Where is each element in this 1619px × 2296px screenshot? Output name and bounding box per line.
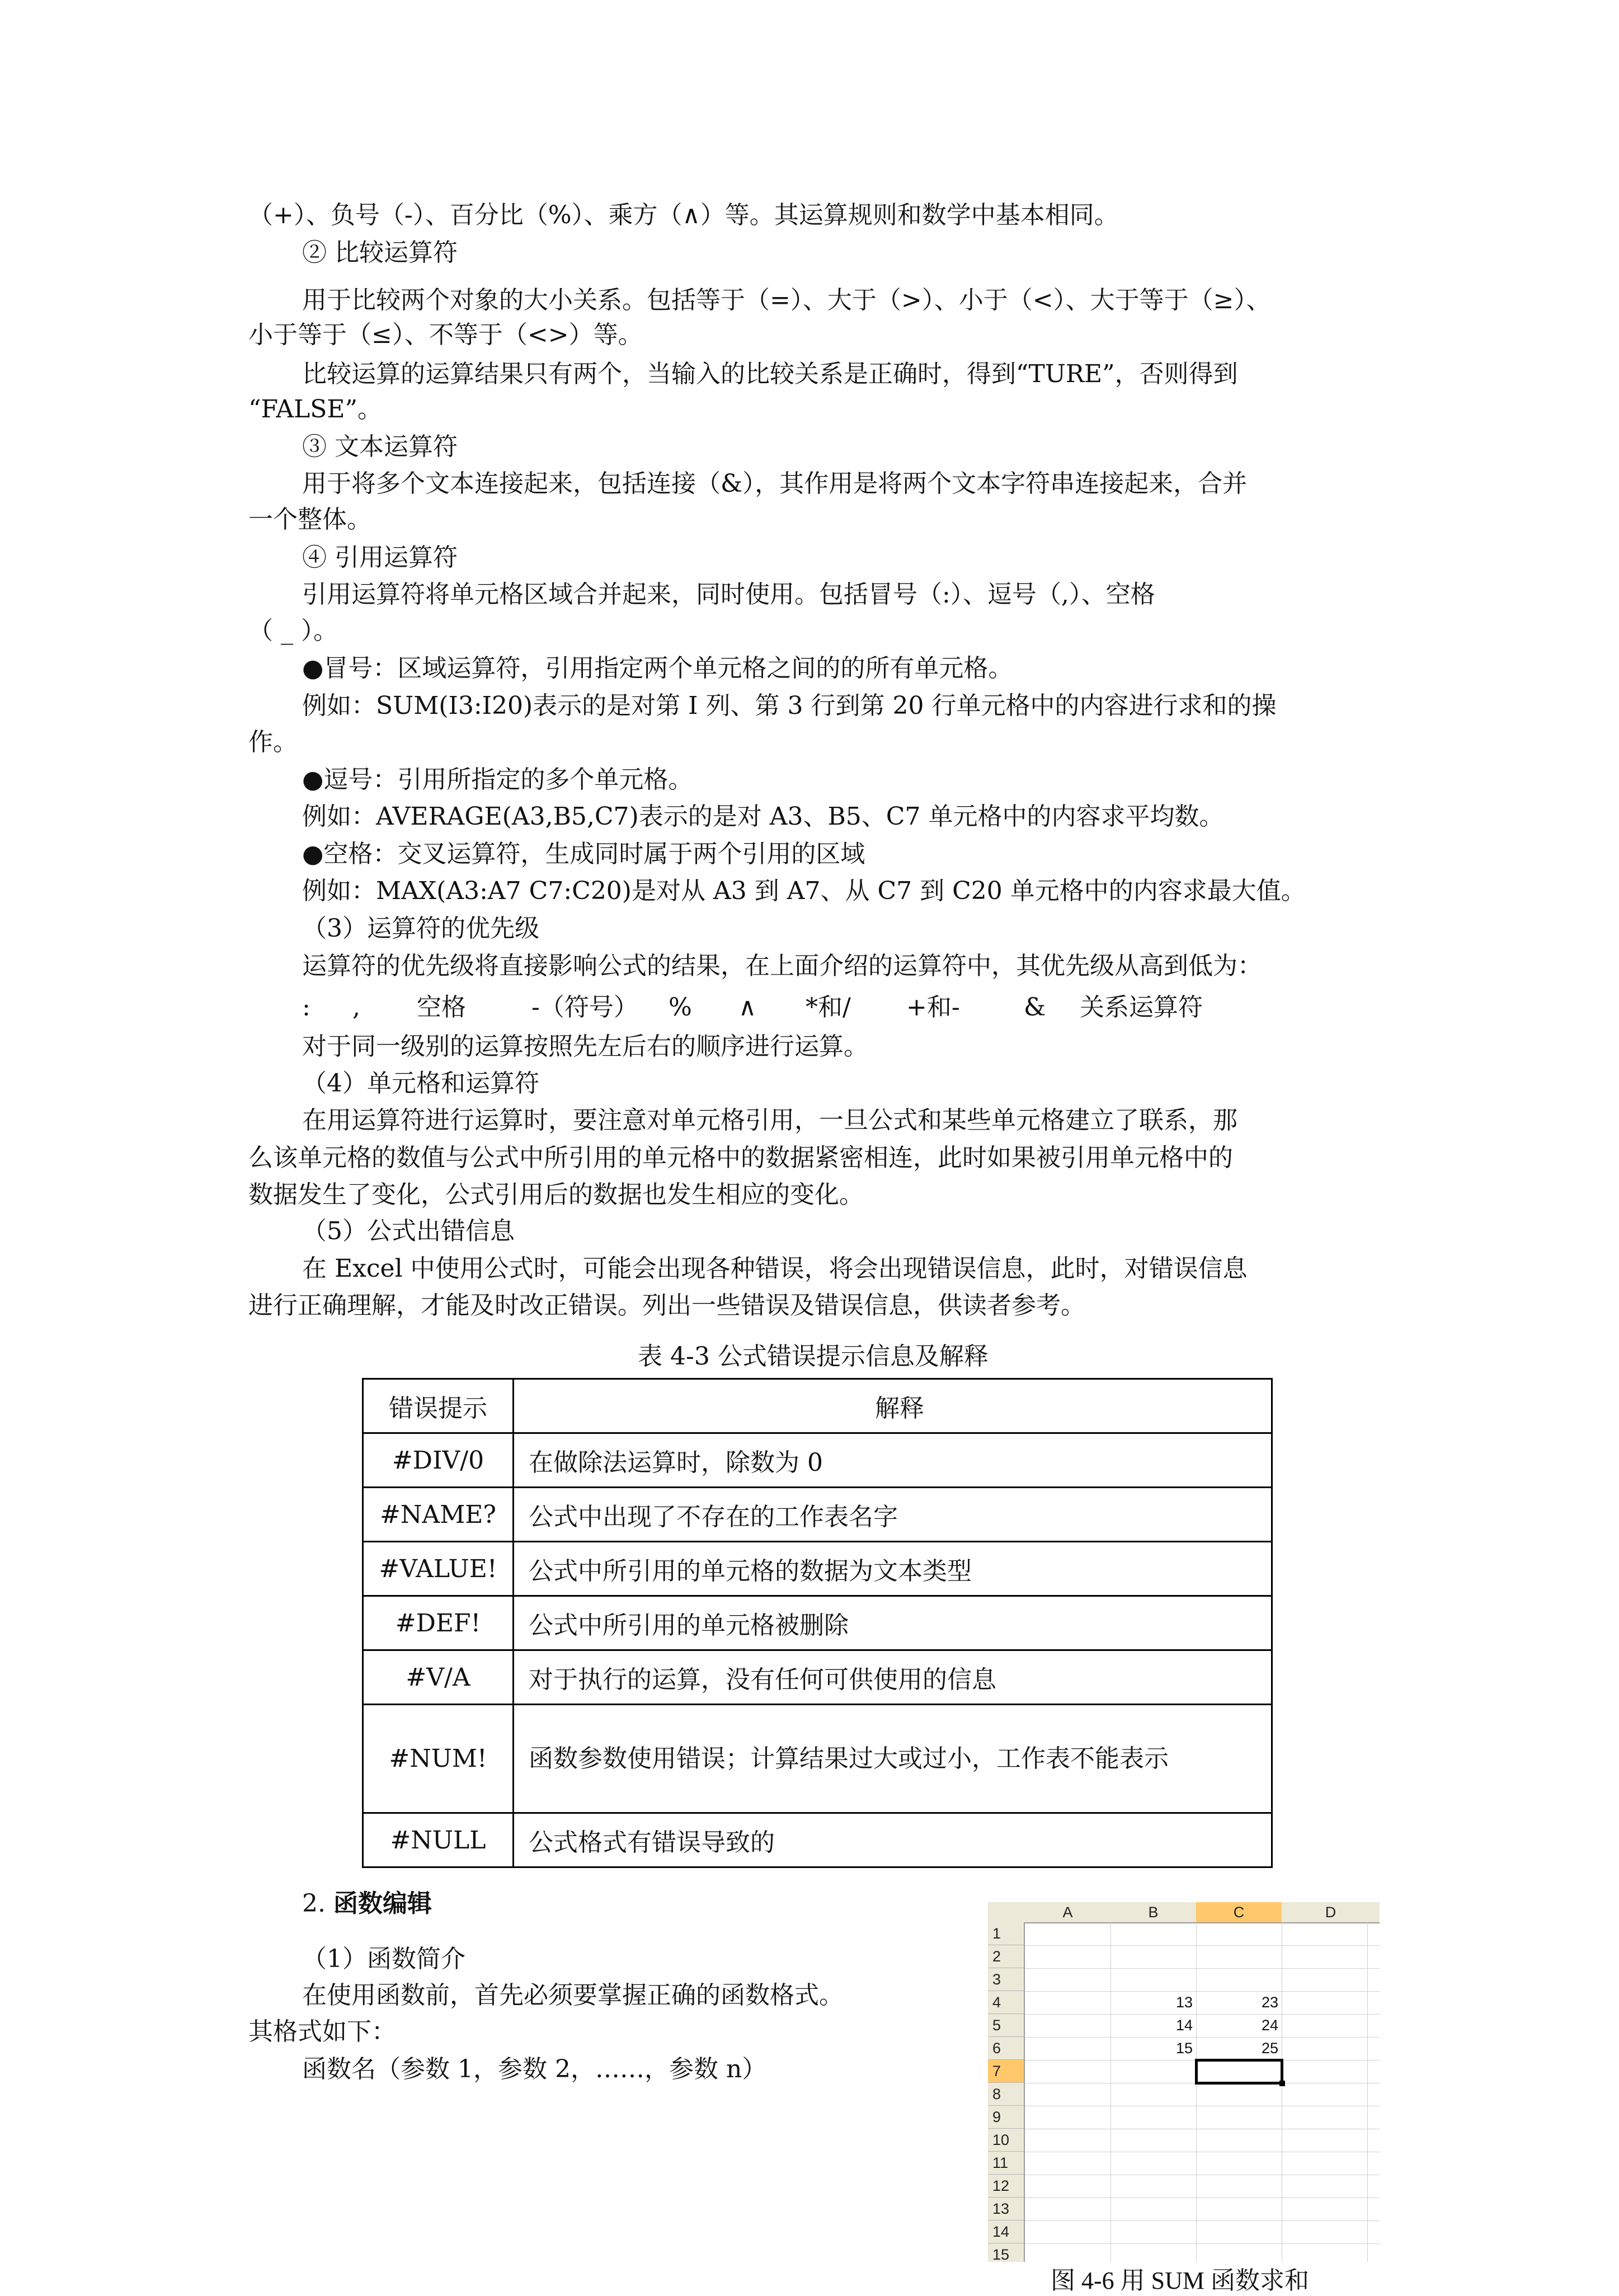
selected-cell-C7[interactable]: [1195, 2059, 1283, 2085]
grid-line: [1196, 1922, 1197, 2262]
column-header: D: [1282, 1902, 1380, 1923]
row-header: 12: [988, 2175, 1025, 2198]
error-code: #NUM!: [363, 1705, 514, 1813]
row-header: 9: [988, 2106, 1025, 2129]
grid-line: [1025, 1968, 1380, 1969]
text-line: 在用运算符进行运算时，要注意对单元格引用，一旦公式和某些单元格建立了联系，那: [302, 1106, 1237, 1135]
table-row: [363, 1488, 1272, 1542]
function-format: 函数名（参数 1，参数 2，……，参数 n）: [302, 2055, 767, 2083]
precedence-item: 空格: [417, 993, 466, 1022]
grid-line: [1025, 2243, 1380, 2244]
cell-C6[interactable]: 25: [1261, 2040, 1278, 2057]
corner-cell: [988, 1902, 1025, 1923]
precedence-item: ,: [352, 993, 360, 1022]
figure-caption: 图 4-6 用 SUM 函数求和: [1051, 2267, 1310, 2294]
table-row: [363, 1650, 1272, 1705]
row-header: 2: [988, 1945, 1025, 1968]
text-line: （ _ ）。: [248, 617, 338, 645]
subheading-functions: （1）函数简介: [302, 1945, 465, 1973]
text-line: 在 Excel 中使用公式时，可能会出现各种错误，将会出现错误信息，此时，对错误信息: [302, 1254, 1248, 1283]
error-desc-text: 函数参数使用错误；计算结果过大或过小，工作表不能表示: [529, 1744, 1169, 1773]
column-header: A: [1025, 1902, 1111, 1923]
table-row: [363, 1705, 1272, 1813]
subheading-errors: （5）公式出错信息: [302, 1217, 515, 1245]
error-desc: 公式格式有错误导致的: [514, 1813, 1272, 1867]
error-desc: 在做除法运算时，除数为 0: [514, 1433, 1272, 1488]
error-code: #DEF!: [363, 1596, 514, 1650]
bullet-comma: ●逗号：引用所指定的多个单元格。: [302, 765, 693, 794]
column-header: B: [1110, 1902, 1197, 1923]
text-line: 作。: [248, 728, 298, 756]
text-line: 么该单元格的数值与公式中所引用的单元格中的数据紧密相连，此时如果被引用单元格中的: [248, 1144, 1233, 1172]
error-desc: 公式中出现了不存在的工作表名字: [514, 1488, 1272, 1542]
subheading-text-op: ③ 文本运算符: [302, 432, 458, 461]
precedence-item: ∧: [738, 993, 757, 1022]
table-row: [363, 1596, 1272, 1650]
fill-handle[interactable]: [1279, 2081, 1285, 2086]
row-header: 6: [988, 2037, 1025, 2060]
cell-B5[interactable]: 14: [1175, 2017, 1193, 2034]
text-line: 用于将多个文本连接起来，包括连接（&），其作用是将两个文本字符串连接起来，合并: [302, 469, 1248, 498]
cell-B6[interactable]: 15: [1175, 2040, 1193, 2057]
table-caption: 表 4-3 公式错误提示信息及解释: [638, 1342, 989, 1371]
text-line: 用于比较两个对象的大小关系。包括等于（=）、大于（>）、小于（<）、大于等于（≥）、: [302, 286, 1271, 314]
row-header: 10: [988, 2129, 1025, 2152]
text-line: 例如：AVERAGE(A3,B5,C7)表示的是对 A3、B5、C7 单元格中的内容求平均数。: [302, 802, 1224, 831]
text-line: 比较运算的运算结果只有两个，当输入的比较关系是正确时，得到“TURE”，否则得到: [302, 360, 1238, 388]
text-line: “FALSE”。: [248, 395, 382, 424]
grid-line: [1110, 1922, 1111, 2262]
spreadsheet-figure: [988, 1902, 1380, 2262]
error-desc: 对于执行的运算，没有任何可供使用的信息: [514, 1650, 1272, 1705]
grid-line: [1367, 1922, 1368, 2262]
row-header: 11: [988, 2152, 1025, 2175]
cell-C4[interactable]: 23: [1261, 1994, 1278, 2011]
cell-B4[interactable]: 13: [1175, 1994, 1193, 2011]
column-header-selected: C: [1196, 1902, 1282, 1923]
text-line: 例如：MAX(A3:A7 C7:C20)是对从 A3 到 A7、从 C7 到 C20 单元格中的内容求最大值。: [302, 877, 1306, 905]
table-header-row: [363, 1379, 1272, 1433]
row-header: 4: [988, 1991, 1025, 2014]
text-line: 例如：SUM(I3:I20)表示的是对第 I 列、第 3 行到第 20 行单元格中的内容进行求和的操: [302, 691, 1277, 720]
bullet-colon: ●冒号：区域运算符，引用指定两个单元格之间的的所有单元格。: [302, 654, 1013, 683]
precedence-item: 关系运算符: [1080, 993, 1203, 1022]
row-header-selected: 7: [988, 2060, 1025, 2083]
precedence-item: %: [669, 993, 692, 1022]
error-table: [362, 1378, 1273, 1868]
row-header: 5: [988, 2014, 1025, 2037]
text-line: 进行正确理解，才能及时改正错误。列出一些错误及错误信息，供读者参考。: [248, 1291, 1085, 1320]
error-desc: [514, 1705, 1272, 1813]
text-line: 对于同一级别的运算按照先左后右的顺序进行运算。: [302, 1032, 868, 1061]
row-header: 8: [988, 2083, 1025, 2106]
table-row: [363, 1813, 1272, 1867]
table-row: [363, 1542, 1272, 1596]
subheading-reference: ④ 引用运算符: [302, 543, 458, 572]
error-code: #DIV/0: [363, 1433, 514, 1488]
table-header-cell: 错误提示: [363, 1379, 514, 1433]
error-code: #VALUE!: [363, 1542, 514, 1596]
table-row: [363, 1433, 1272, 1488]
row-header: 14: [988, 2220, 1025, 2243]
text-line: 一个整体。: [248, 505, 371, 534]
text-line: 小于等于（≤）、不等于（<>）等。: [248, 321, 643, 349]
precedence-item: :: [302, 993, 310, 1022]
subheading-cells: （4）单元格和运算符: [302, 1069, 539, 1098]
section-heading: [302, 1886, 432, 1921]
table-header-cell: 解释: [514, 1379, 1272, 1433]
text-line: 其格式如下：: [248, 2017, 396, 2046]
grid-line: [1025, 2220, 1380, 2221]
text-line: （+）、负号（-）、百分比（%）、乘方（∧）等。其运算规则和数学中基本相同。: [248, 201, 1119, 229]
row-header: 3: [988, 1968, 1025, 1991]
text-line: 运算符的优先级将直接影响公式的结果，在上面介绍的运算符中，其优先级从高到低为：: [302, 952, 1262, 980]
error-desc: 公式中所引用的单元格被删除: [514, 1596, 1272, 1650]
bullet-space: ●空格：交叉运算符，生成同时属于两个引用的区域: [302, 840, 865, 868]
precedence-item: -（符号）: [531, 993, 638, 1022]
section-title: 函数编辑: [333, 1889, 432, 1918]
error-code: #V/A: [363, 1650, 514, 1705]
error-desc: 公式中所引用的单元格的数据为文本类型: [514, 1542, 1272, 1596]
precedence-item: &: [1024, 993, 1046, 1022]
row-header: 15: [988, 2243, 1025, 2262]
row-header: 1: [988, 1922, 1025, 1945]
subheading-precedence: （3）运算符的优先级: [302, 914, 539, 943]
error-code: #NAME?: [363, 1488, 514, 1542]
section-number: 2.: [302, 1889, 326, 1918]
precedence-item: *和/: [806, 993, 851, 1022]
text-line: 数据发生了变化，公式引用后的数据也发生相应的变化。: [248, 1180, 864, 1209]
text-line: 在使用函数前，首先必须要掌握正确的函数格式。: [302, 1981, 844, 2010]
error-code: #NULL: [363, 1813, 514, 1867]
grid-line: [1025, 1945, 1380, 1946]
precedence-item: +和-: [906, 993, 960, 1022]
text-line: 引用运算符将单元格区域合并起来，同时使用。包括冒号（:）、逗号（,）、空格: [302, 580, 1155, 609]
row-header: 13: [988, 2198, 1025, 2220]
subheading-comparison: ② 比较运算符: [302, 238, 458, 267]
cell-C5[interactable]: 24: [1261, 2017, 1278, 2034]
